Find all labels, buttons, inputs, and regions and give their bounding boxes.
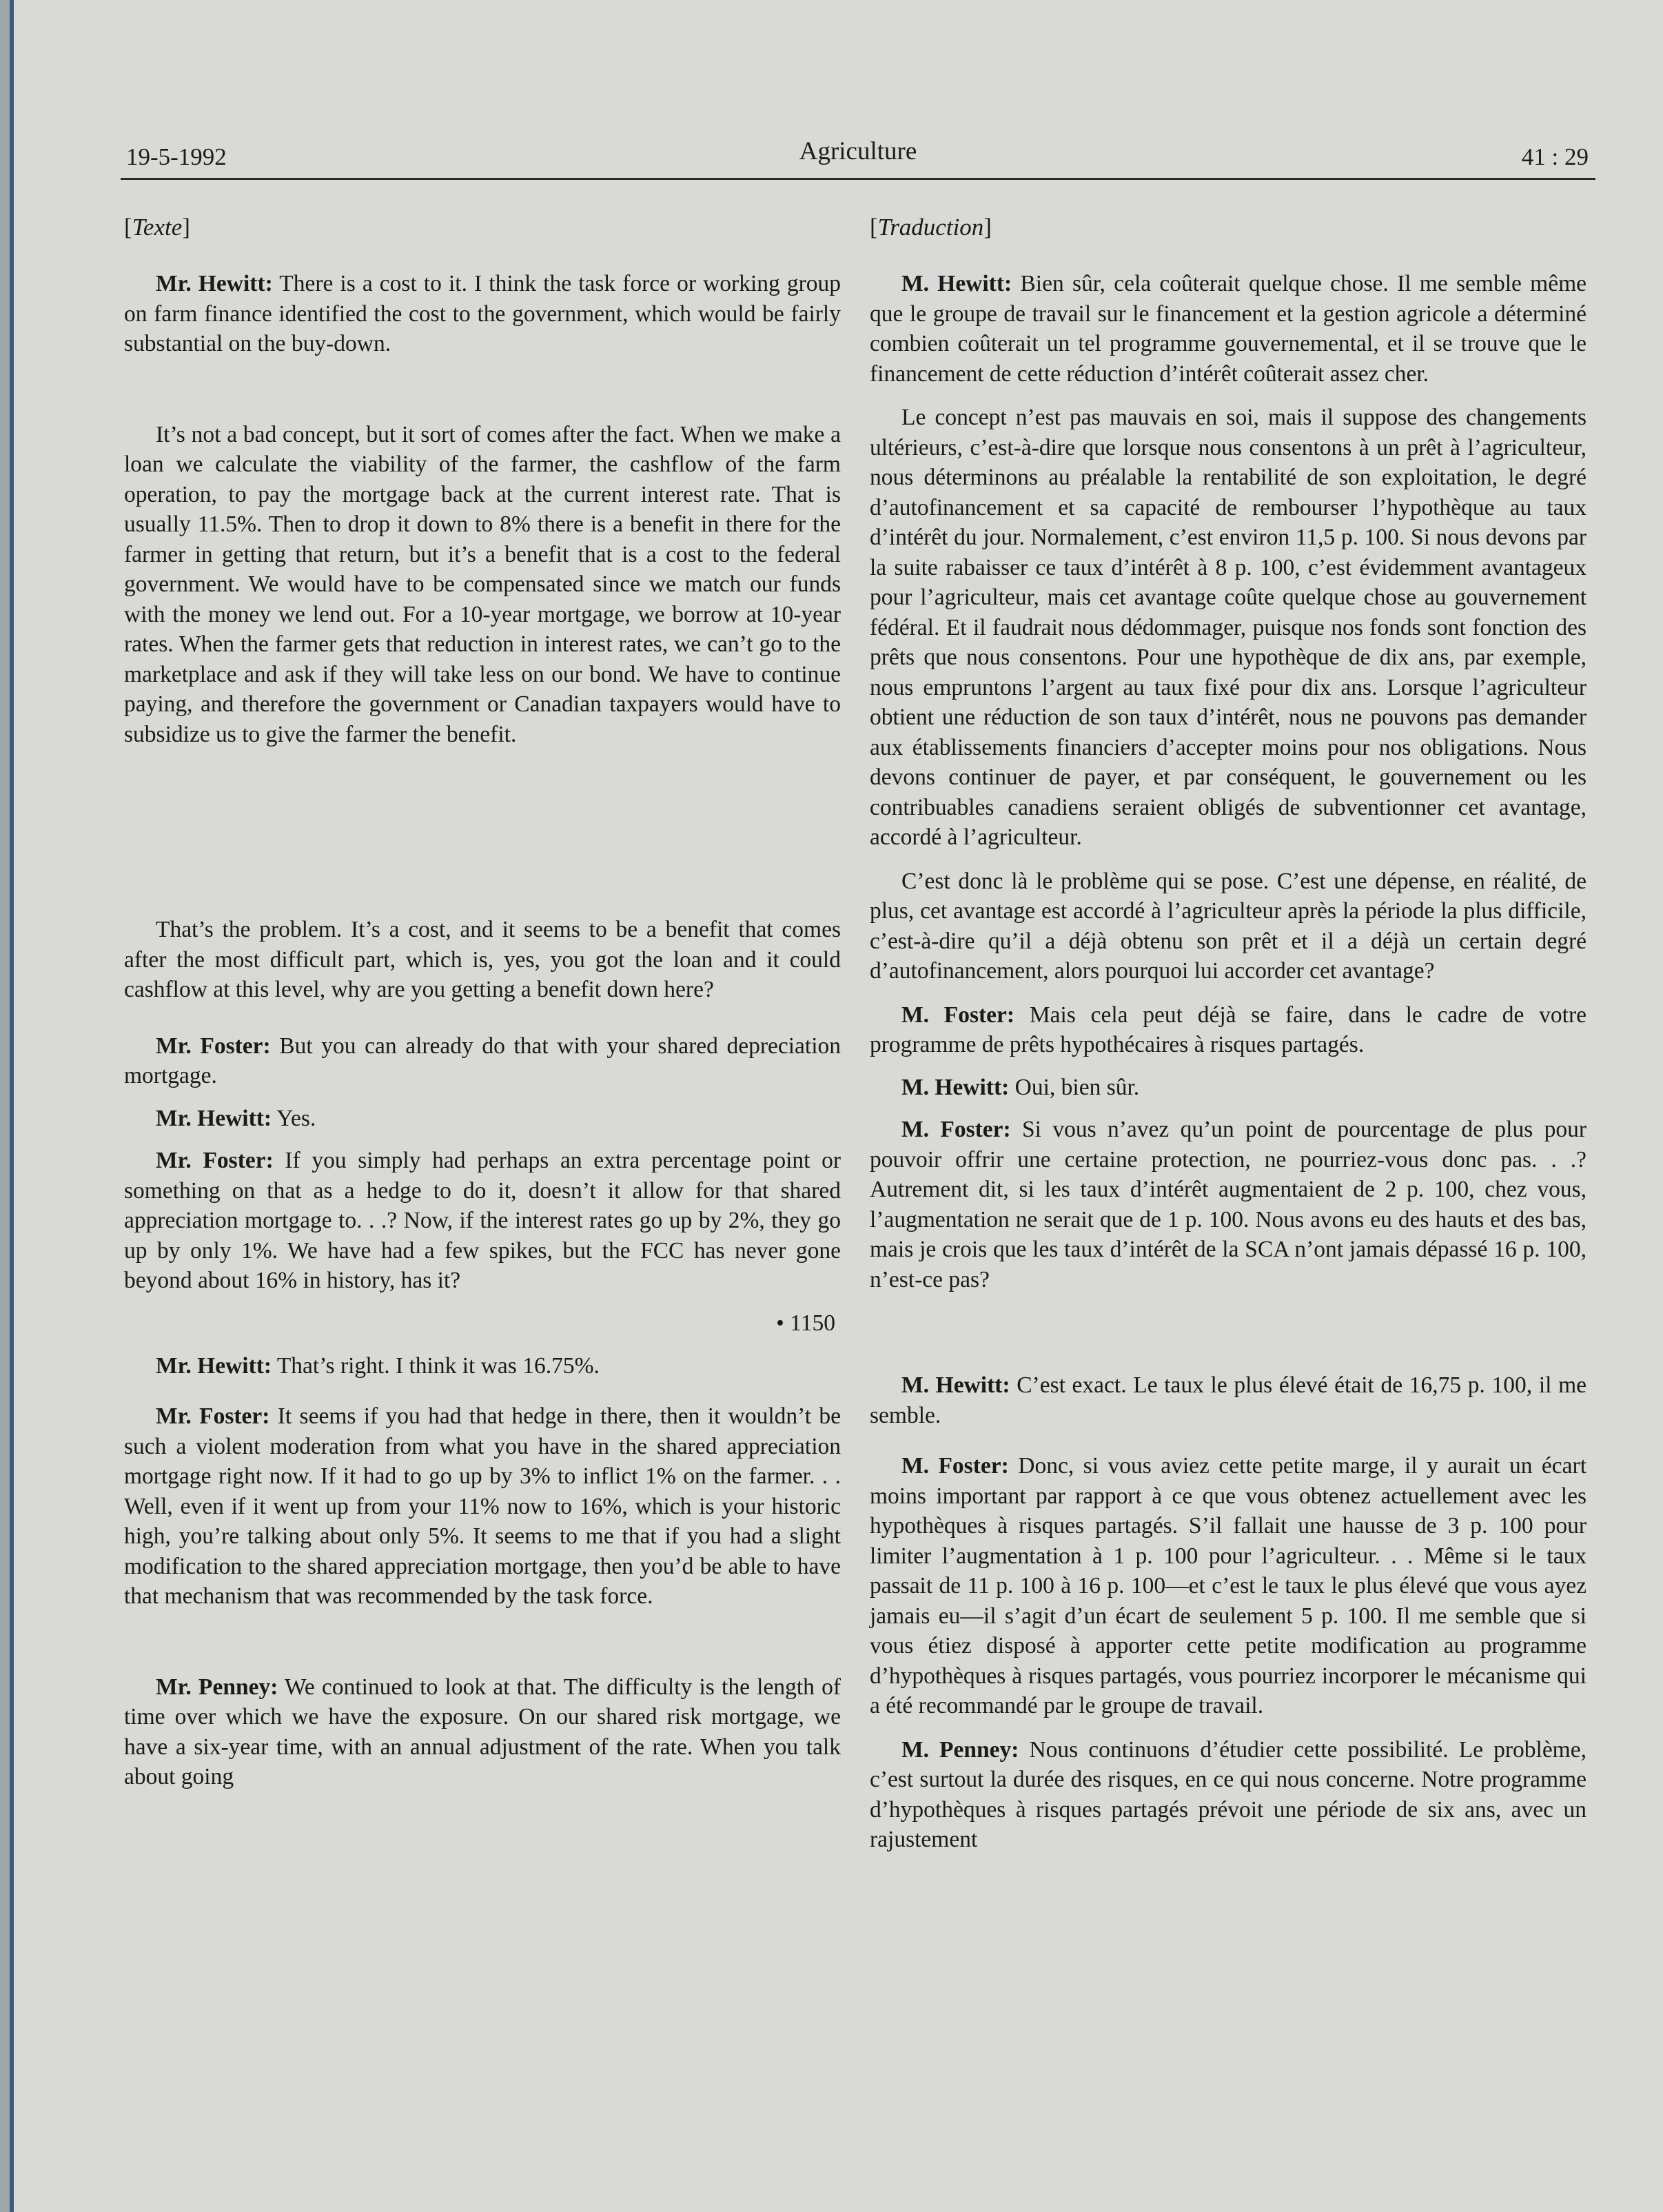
paragraph: C’est donc là le problème qui se pose. C’est une dépense, en réalité, de plus, cet avantage est accordé à l’agriculteur après la période la plus difficile, c’est-à-dire qu’il a déjà obtenu son prêt et il a déjà un certain degré d’autofinancement, alors pourquoi lui accorder cet avantage? [870, 868, 1587, 984]
paragraph: Mr. Foster: If you simply had perhaps an extra percentage point or something on that as a hedge to do it, doesn’t it allow for that shared appreciation mortgage to. . .? Now, if the interest rates go up by 2%, they go up by only 1%. We have had a few spikes, but the FCC has never gone beyond about 16% in history, has it? [124, 1148, 841, 1293]
french-column [870, 214, 1587, 1855]
paragraph: M. Foster: Donc, si vous aviez cette petite marge, il y aurait un écart moins important par rapport à ce que vous obtenez actuellement avec les hypothèques à risques partagés. S’il fallait une hausse de 3 p. 100 pour limiter l’augmentation à 1 p. 100 pour l’agriculteur. . . Même si le taux passait de 11 p. 100 à 16 p. 100—et c’est le taux le plus élevé que vous ayez jamais eu—il s’agit d’un écart de seulement 5 p. 100. Il me semble que si vous étiez disposé à apporter cette petite modification au programme d’hypothèques à risques partagés, vous pourriez incorporer le mécanisme qui a été recommandé par le groupe de travail. [870, 1453, 1587, 1718]
paragraph: M. Hewitt: Oui, bien sûr. [901, 1074, 1140, 1100]
header-page-number: 41 : 29 [1521, 143, 1589, 170]
column-label-texte: [Texte] [124, 214, 190, 241]
header-title: Agriculture [799, 137, 917, 165]
column-label-traduction: [Traduction] [870, 214, 992, 241]
page-header [121, 136, 1595, 180]
paragraph: That’s the problem. It’s a cost, and it seems to be a benefit that comes after the most difficult part, which is, yes, you got the loan and it could cashflow at this level, why are you getting a benefit down here? [124, 917, 841, 1002]
document-page [10, 0, 1663, 2212]
paragraph: Mr. Hewitt: There is a cost to it. I think the task force or working group on farm finance identified the cost to the government, which would be fairly substantial on the buy-down. [124, 271, 841, 356]
english-column [124, 214, 841, 1792]
header-date: 19-5-1992 [126, 143, 227, 170]
paragraph: M. Penney: Nous continuons d’étudier cette possibilité. Le problème, c’est surtout la durée des risques, en ce qui nous concerne. Notre programme d’hypothèques à risques partagés prévoit une période de six ans, avec un rajustement [870, 1736, 1587, 1852]
paragraph: It’s not a bad concept, but it sort of comes after the fact. When we make a loan we calculate the viability of the farmer, the cashflow of the farm operation, to pay the mortgage back at the current interest rate. That is usually 11.5%. Then to drop it down to 8% there is a benefit in there for the farmer in getting that return, but it’s a benefit that is a cost to the federal government. We would have to be compensated since we match our funds with the money we lend out. For a 10-year mortgage, we borrow at 10-year rates. When the farmer gets that reduction in interest rates, we can’t go to the marketplace and ask if they will take less on our bond. We have to continue paying, and therefore the government or Canadian taxpayers would have to subsidize us to give the farmer the benefit. [124, 421, 841, 747]
paragraph: M. Hewitt: C’est exact. Le taux le plus élevé était de 16,75 p. 100, il me semble. [870, 1372, 1587, 1428]
paragraph: Mr. Hewitt: Yes. [156, 1105, 316, 1131]
paragraph: M. Foster: Mais cela peut déjà se faire, dans le cadre de votre programme de prêts hypothécaires à risques partagés. [870, 1002, 1587, 1057]
paragraph: Mr. Foster: It seems if you had that hedge in there, then it wouldn’t be such a violent moderation from what you have in the shared appreciation mortgage right now. If it had to go up by 3% to inflict 1% on the farmer. . . Well, even if it went up from your 11% now to 16%, which is your historic high, you’re talking about only 5%. It seems to me that if you had a slight modification to the shared appreciation mortgage, then you’d be able to have that mechanism that was recommended by the task force. [124, 1403, 841, 1609]
paragraph: Mr. Penney: We continued to look at that. The difficulty is the length of time over which we have the exposure. On our shared risk mortgage, we have a six-year time, with an annual adjustment of the rate. When you talk about going [124, 1674, 841, 1789]
paragraph: M. Foster: Si vous n’avez qu’un point de pourcentage de plus pour pouvoir offrir une certaine protection, ne pourriez-vous donc pas. . .? Autrement dit, si les taux d’intérêt augmentaient de 2 p. 100, chez vous, l’augmentation ne serait que de 1 p. 100. Nous avons eu des hauts et des bas, mais je crois que les taux d’intérêt de la SCA n’ont jamais dépassé 16 p. 100, n’est-ce pas? [870, 1117, 1587, 1292]
paragraph: Le concept n’est pas mauvais en soi, mais il suppose des changements ultérieurs, c’est-à-dire que lorsque nous consentons à un prêt à l’agriculteur, nous déterminons au préalable la rentabilité de son exploitation, le degré d’autofinancement et sa capacité de rembourser l’hypothèque au taux d’intérêt du jour. Normalement, c’est environ 11,5 p. 100. Si nous devons par la suite rabaisser ce taux d’intérêt à 8 p. 100, c’est évidemment avantageux pour l’agriculteur, mais cet avantage coûte quelque chose au gouvernement fédéral. Et il faudrait nous dédommager, puisque nos fonds sont fonction des prêts que nous consentons. Pour une hypothèque de dix ans, par exemple, nous empruntons l’argent au taux fixé pour dix ans. Lorsque l’agriculteur obtient une réduction de son taux d’intérêt, nous ne pouvons pas demander aux établissements financiers d’accepter moins pour nos obligations. Nous devons continuer de payer, et par conséquent, le gouvernement ou les contribuables canadiens seraient obligés de subventionner cet avantage, accordé à l’agriculteur. [870, 405, 1587, 850]
paragraph: Mr. Foster: But you can already do that with your shared depreciation mortgage. [124, 1033, 841, 1088]
time-marker: • 1150 [776, 1310, 835, 1336]
paragraph: M. Hewitt: Bien sûr, cela coûterait quelque chose. Il me semble même que le groupe de travail sur le financement et la gestion agricole a déterminé combien coûterait un tel programme gouvernemental, et il se trouve que le financement de cette réduction d’intérêt coûterait assez cher. [870, 271, 1587, 387]
paragraph: Mr. Hewitt: That’s right. I think it was 16.75%. [156, 1352, 600, 1379]
